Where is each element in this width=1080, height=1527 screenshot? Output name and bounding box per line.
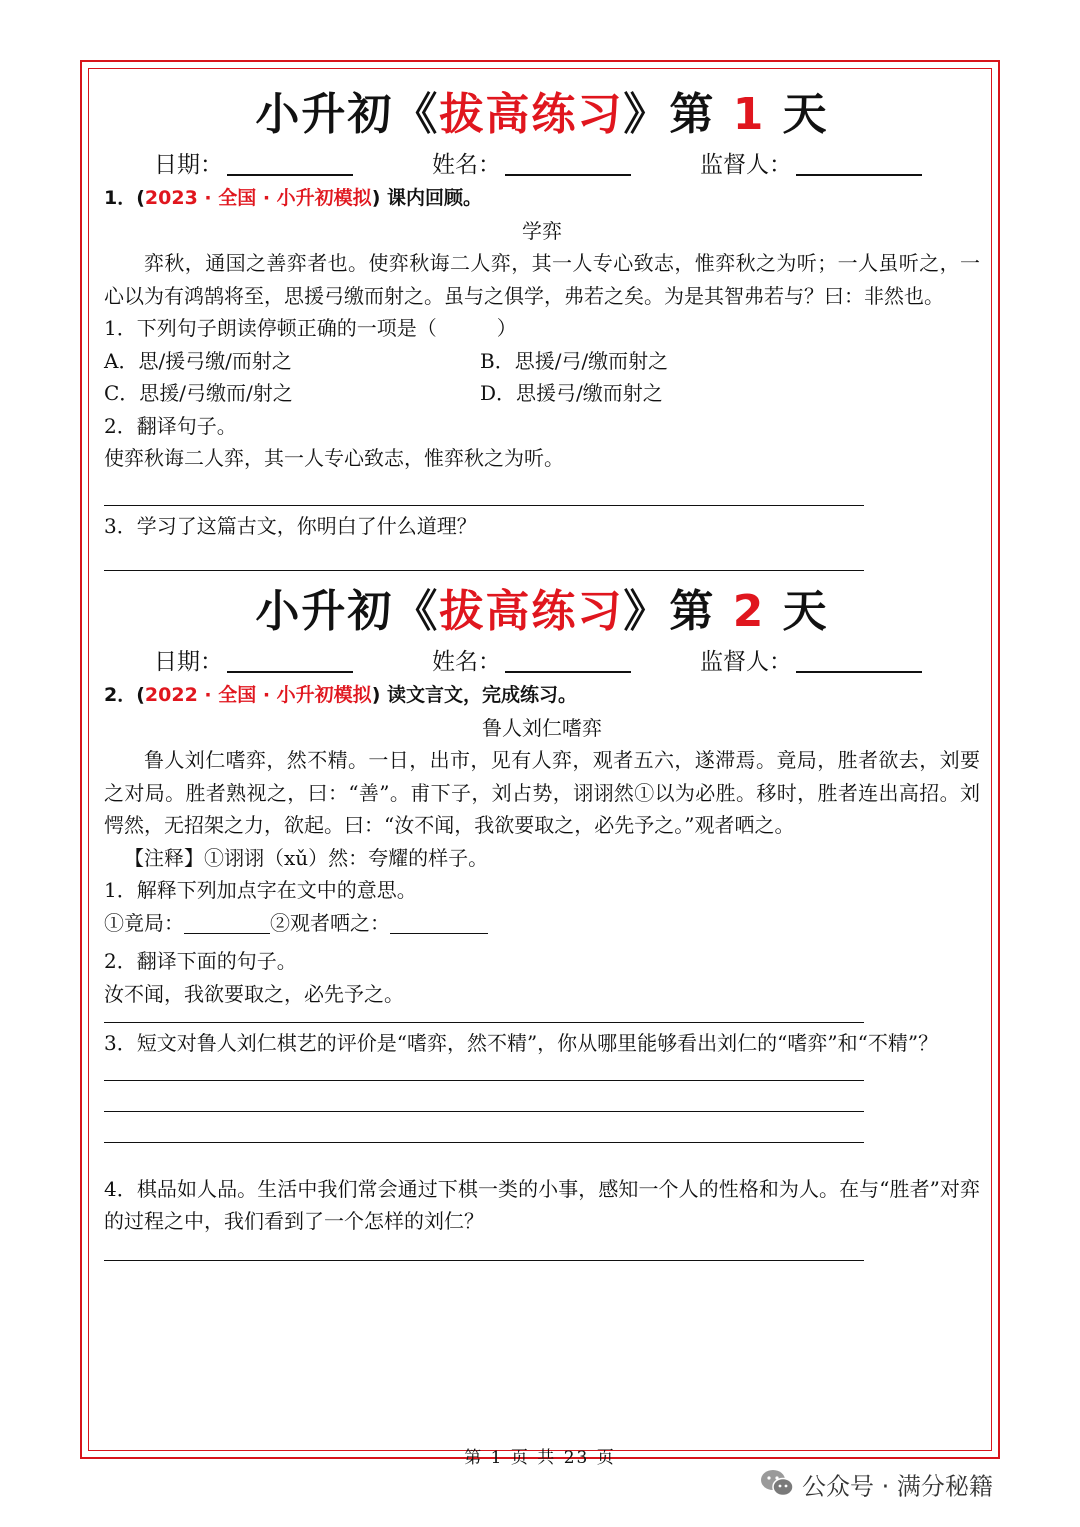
option-a: A．思/援弓缴/而射之 [104,348,292,373]
answer-line[interactable] [104,1081,864,1112]
day1-q3: 3．学习了这篇古文，你明白了什么道理？ [104,513,477,538]
day2-q1-blanks: ①竟局： ②观者哂之： [104,907,980,940]
day2-q2: 2．翻译下面的句子。 [104,949,297,973]
day2-q4: 4．棋品如人品。生活中我们常会通过下棋一类的小事，感知一个人的性格和为人。在与“胜者”对弈的过程之中，我们看到了一个怎样的刘仁？ [104,1176,980,1233]
day1-q1: 1．下列句子朗读停顿正确的一项是（ ） [104,316,517,340]
option-b: B．思援/弓/缴而射之 [480,348,669,373]
answer-line[interactable] [104,1010,864,1023]
day2-q2-sentence: 汝不闻，我欲要取之，必先予之。 [104,981,404,1006]
day2-passage-title: 鲁人刘仁嗜弈 [482,715,602,740]
answer-line[interactable] [104,542,864,571]
day2-q3: 3．短文对鲁人刘仁棋艺的评价是“嗜弈，然不精”，你从哪里能够看出刘仁的“嗜弈”和“不精”？ [104,1031,939,1055]
name-field: 姓名： [432,645,631,679]
day2-passage: 鲁人刘仁嗜弈，然不精。一日，出市，见有人弈，观者五六，遂滞焉。竟局，胜者欲去，刘要之对局。胜者熟视之，曰：“善”。甫下子，刘占势，诩诩然①以为必胜。移时，胜者连出高招。刘愕然，无招架之力，欲起。曰：“汝不闻，我欲要取之，必先予之。”观者哂之。 [104,748,980,837]
answer-line[interactable] [104,1112,864,1143]
supervisor-field: 监督人： [700,645,922,679]
worksheet-content [104,82,980,1261]
day2-note: 【注释】①诩诩（xǔ）然：夸耀的样子。 [124,845,489,870]
day2-title: 小升初《拔高练习》第 2 天 [255,586,829,637]
name-field: 姓名： [432,148,631,182]
option-d: D．思援弓/缴而射之 [480,381,663,405]
day1-passage-title: 学弈 [522,218,562,243]
day1-options-row1 [104,345,980,378]
answer-line[interactable] [104,1060,864,1081]
day1-q2: 2．翻译句子。 [104,413,237,438]
supervisor-field: 监督人： [700,148,922,182]
watermark: 公众号 · 满分秘籍 [760,1468,993,1507]
wechat-icon [760,1468,794,1507]
page-footer: 第 1 页 共 23 页 [464,1448,616,1468]
day1-info-row [104,148,980,182]
answer-line[interactable] [104,1238,864,1261]
answer-line[interactable] [104,475,864,506]
day2-q1: 1．解释下列加点字在文中的意思。 [104,878,417,902]
date-field: 日期： [154,148,353,182]
day2-info-row [104,645,980,679]
day1-question-header: 1．(2023 · 全国 · 小升初模拟) 课内回顾。 [104,187,482,209]
blank-jingju[interactable] [184,909,270,934]
day1-title: 小升初《拔高练习》第 1 天 [255,89,829,140]
day1-passage: 弈秋，通国之善弈者也。使弈秋诲二人弈，其一人专心致志，惟弈秋之为听；一人虽听之，一心以为有鸿鹄将至，思援弓缴而射之。虽与之俱学，弗若之矣。为是其智弗若与？曰：非然也。 [104,251,980,308]
day1-q2-sentence: 使弈秋诲二人弈，其一人专心致志，惟弈秋之为听。 [104,446,564,470]
blank-shen[interactable] [390,909,488,934]
day2-question-header: 2．(2022 · 全国 · 小升初模拟) 读文言文，完成练习。 [104,684,577,706]
day1-options-row2 [104,377,980,410]
date-field: 日期： [154,645,353,679]
option-c: C．思援/弓缴而/射之 [104,381,293,405]
